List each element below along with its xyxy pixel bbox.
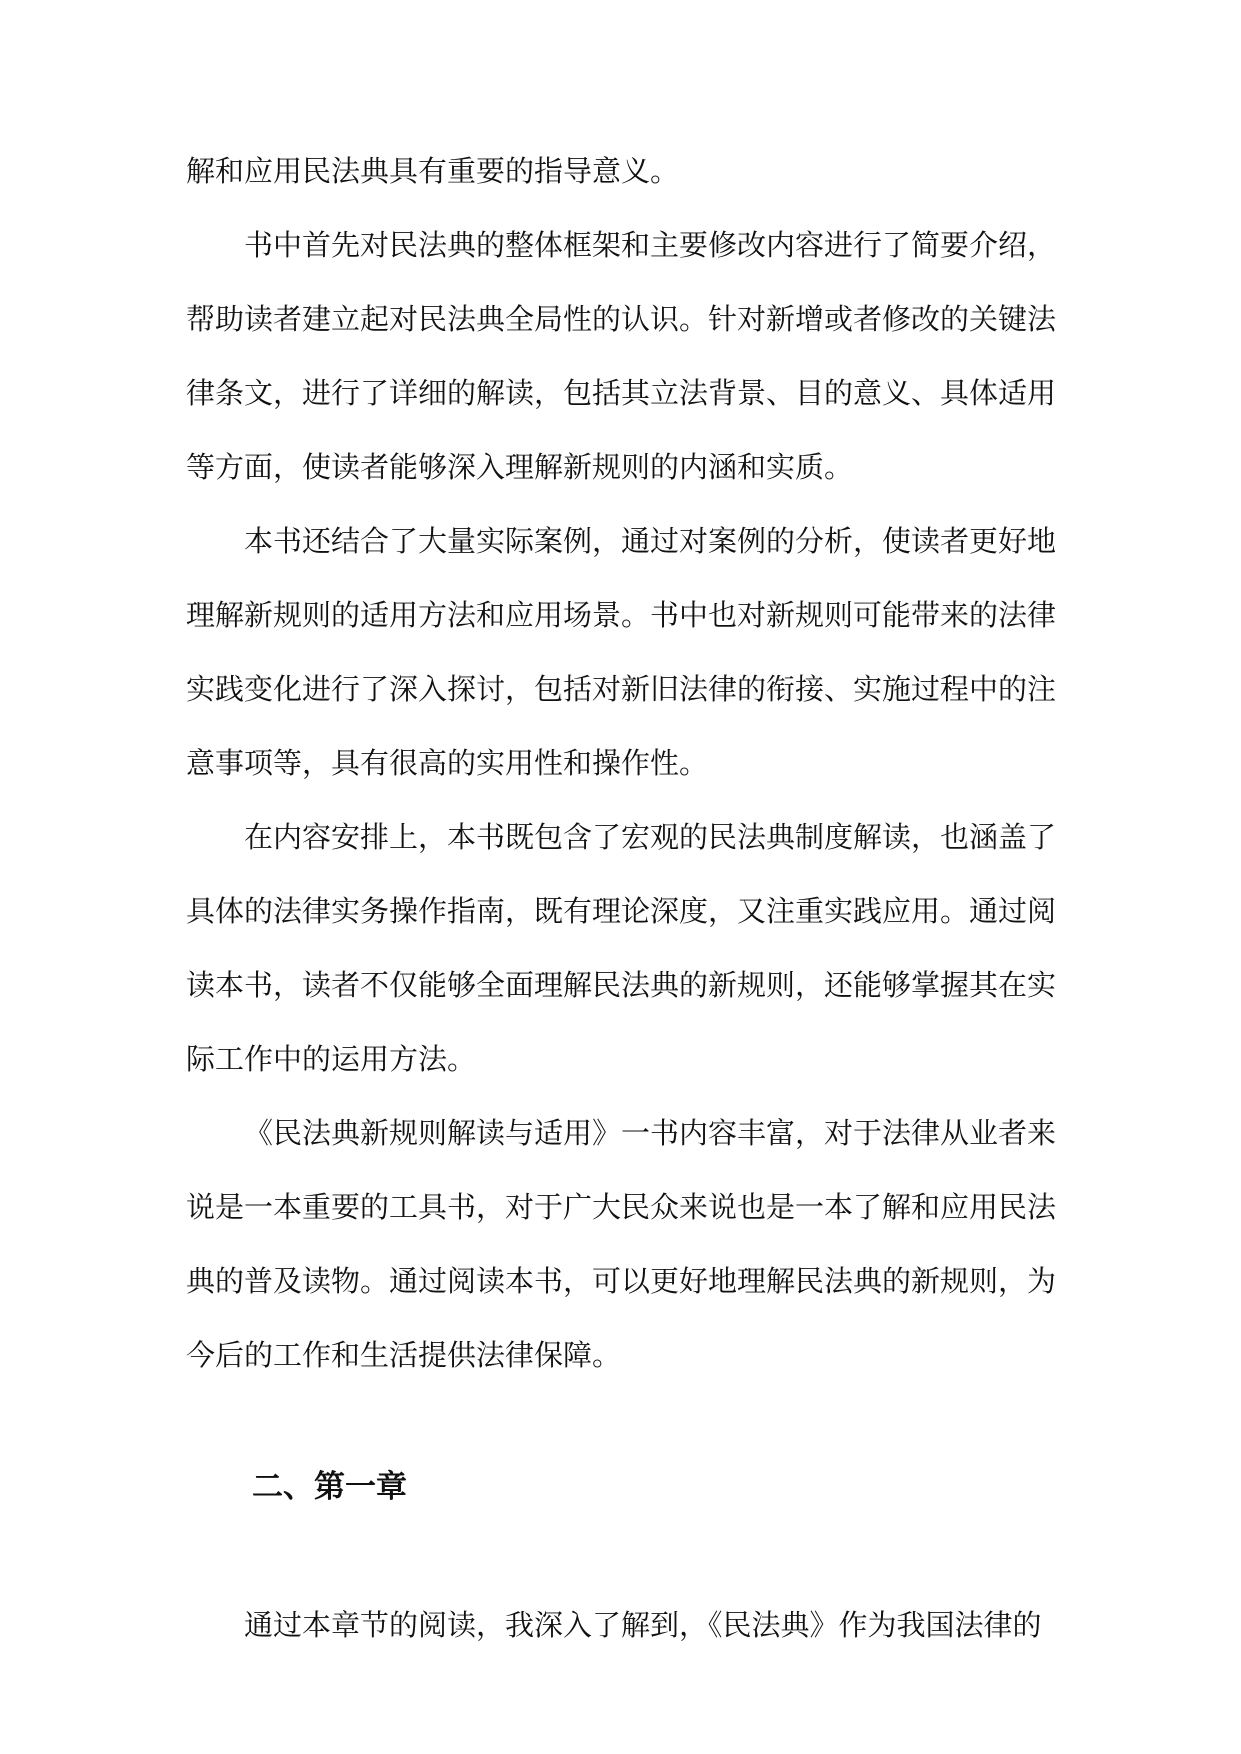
paragraph-case-analysis: 本书还结合了大量实际案例，通过对案例的分析，使读者更好地理解新规则的适用方法和应用场景。书中也对新规则可能带来的法律实践变化进行了深入探讨，包括对新旧法律的衔接、实施过程中的注意事项等，具有很高的实用性和操作性。 [186, 524, 1057, 780]
paragraph-book-summary: 《民法典新规则解读与适用》一书内容丰富，对于法律从业者来说是一本重要的工具书，对于广大民众来说也是一本了解和应用民法典的普及读物。通过阅读本书，可以更好地理解民法典的新规则，为今后的工作和生活提供法律保障。 [186, 1116, 1057, 1372]
section-heading: 二、第一章 [252, 1469, 407, 1505]
paragraph-continuation: 解和应用民法典具有重要的指导意义。 [186, 154, 680, 188]
paragraph-chapter-one-intro: 通过本章节的阅读，我深入了解到，《民法典》作为我国法律的 [244, 1608, 1042, 1642]
paragraph-framework-intro: 书中首先对民法典的整体框架和主要修改内容进行了简要介绍，帮助读者建立起对民法典全局性的认识。针对新增或者修改的关键法律条文，进行了详细的解读，包括其立法背景、目的意义、具体适用等方面，使读者能够深入理解新规则的内涵和实质。 [186, 228, 1057, 484]
paragraph-content-arrangement: 在内容安排上，本书既包含了宏观的民法典制度解读，也涵盖了具体的法律实务操作指南，既有理论深度，又注重实践应用。通过阅读本书，读者不仅能够全面理解民法典的新规则，还能够掌握其在实际工作中的运用方法。 [186, 820, 1057, 1076]
